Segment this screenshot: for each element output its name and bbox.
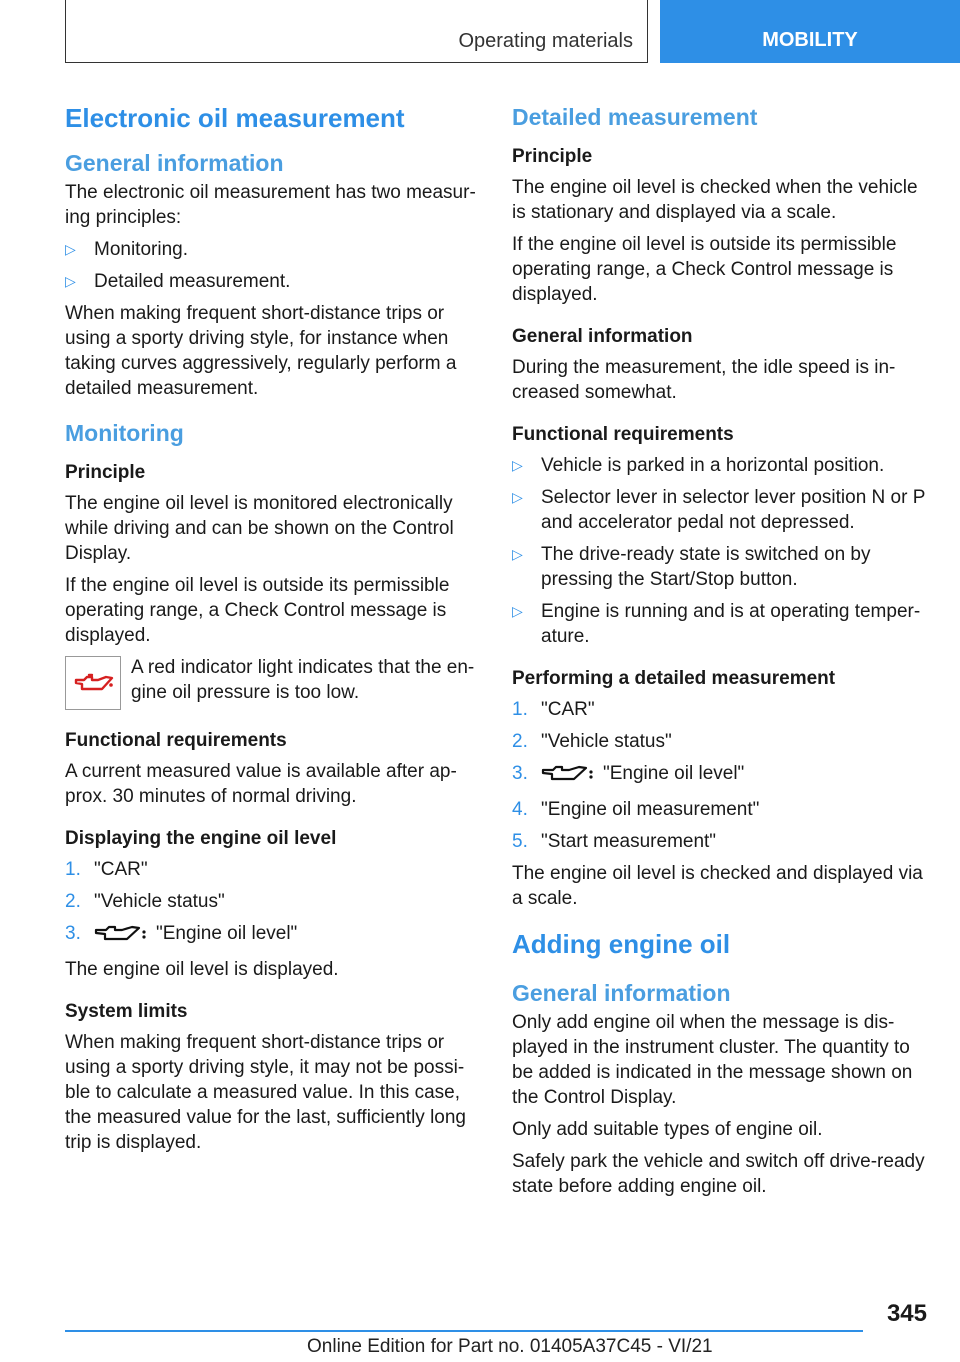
- triangle-bullet-icon: ▷: [65, 241, 76, 257]
- principle-text-2: If the engine oil level is outside its permissible operating range, a Check Control message is displayed.: [65, 575, 450, 646]
- list-item: ▷ The drive-ready state is switched on by pressing the Start/Stop button.: [512, 544, 871, 590]
- footer-edition: Online Edition for Part no. 01405A37C45 - VI/21: [307, 1336, 713, 1357]
- triangle-bullet-icon: ▷: [512, 457, 523, 473]
- heading-general-information: General information: [65, 150, 284, 176]
- header-tab-mobility[interactable]: MOBILITY: [660, 0, 960, 63]
- triangle-bullet-icon: ▷: [512, 546, 523, 562]
- system-limits-text: When making frequent short-distance trips or using a sporty driving style, it may not be possi-ble to calculate a measured value. In this case, the measured value for the last, sufficiently long trip is displayed.: [65, 1032, 466, 1153]
- list-item: ▷ Engine is running and is at operating temper-ature.: [512, 601, 921, 647]
- general-text: During the measurement, the idle speed is in-creased somewhat.: [512, 357, 896, 403]
- triangle-bullet-icon: ▷: [512, 489, 523, 505]
- functional-text: A current measured value is available after ap-prox. 30 minutes of normal driving.: [65, 761, 457, 807]
- indicator-note: [65, 655, 479, 710]
- heading-displaying-oil-level: Displaying the engine oil level: [65, 828, 337, 849]
- title-electronic-oil-measurement: Electronic oil measurement: [65, 103, 405, 133]
- measurement-steps: [512, 697, 926, 854]
- list-item: 3. "Engine oil level": [65, 921, 479, 950]
- principle-text-1: The engine oil level is monitored electronically while driving and can be shown on the Control Display.: [65, 493, 454, 564]
- adding-text-3: Safely park the vehicle and switch off drive-ready state before adding engine oil.: [512, 1151, 925, 1197]
- heading-performing-measurement: Performing a detailed measurement: [512, 668, 836, 689]
- general-text: The electronic oil measurement has two measur-ing principles:: [65, 182, 476, 228]
- list-item: 5. "Start measurement": [512, 831, 717, 852]
- list-item: 2. "Vehicle status": [512, 731, 672, 752]
- list-item: 3. "Engine oil level": [512, 761, 926, 790]
- triangle-bullet-icon: ▷: [65, 273, 76, 289]
- principle-text-1: The engine oil level is checked when the vehicle is stationary and displayed via a scale.: [512, 177, 918, 223]
- header-frame: [65, 0, 648, 63]
- heading-principle: Principle: [512, 146, 593, 167]
- adding-text-1: Only add engine oil when the message is dis-played in the instrument cluster. The quantity to be added is indicated in the message shown on the Control Display.: [512, 1012, 913, 1108]
- heading-functional-requirements: Functional requirements: [65, 730, 287, 751]
- heading-general-information-2: General information: [512, 980, 731, 1006]
- heading-detailed-measurement: Detailed measurement: [512, 104, 758, 130]
- indicator-text: A red indicator light indicates that the en-gine oil pressure is too low.: [131, 657, 475, 703]
- list-item: ▷ Detailed measurement.: [65, 271, 291, 292]
- list-item: 4. "Engine oil measurement": [512, 799, 760, 820]
- header-section-title: Operating materials: [458, 30, 633, 52]
- heading-monitoring: Monitoring: [65, 420, 184, 446]
- right-column: [512, 102, 926, 1206]
- adding-text-2: Only add suitable types of engine oil.: [512, 1119, 823, 1140]
- display-result-text: The engine oil level is displayed.: [65, 959, 339, 980]
- measurement-result-text: The engine oil level is checked and displayed via a scale.: [512, 863, 923, 909]
- heading-general-information: General information: [512, 326, 693, 347]
- oil-can-icon: [94, 923, 148, 950]
- list-item: ▷ Monitoring.: [65, 239, 188, 260]
- general-text-2: When making frequent short-distance trips or using a sporty driving style, for instance when taking curves aggressively, regularly perform a detailed measurement.: [65, 303, 457, 399]
- principle-text-2: If the engine oil level is outside its permissible operating range, a Check Control message is displayed.: [512, 234, 897, 305]
- oil-can-icon: [541, 763, 595, 790]
- list-item: ▷ Selector lever in selector lever position N or P and accelerator pedal not depressed.: [512, 487, 926, 533]
- title-adding-engine-oil: Adding engine oil: [512, 929, 731, 959]
- heading-system-limits: System limits: [65, 1001, 188, 1022]
- page-number: 345: [886, 1300, 927, 1327]
- footer-divider: [65, 1330, 863, 1332]
- oil-pressure-warning-icon: [65, 656, 121, 710]
- heading-principle: Principle: [65, 462, 146, 483]
- list-item: 2. "Vehicle status": [65, 891, 225, 912]
- left-column: [65, 102, 479, 1162]
- principles-list: [65, 237, 479, 294]
- display-steps: [65, 857, 479, 950]
- heading-functional-requirements: Functional requirements: [512, 424, 734, 445]
- list-item: 1. "CAR": [512, 699, 595, 720]
- requirements-list: [512, 453, 926, 649]
- list-item: ▷ Vehicle is parked in a horizontal position.: [512, 455, 885, 476]
- list-item: 1. "CAR": [65, 859, 148, 880]
- triangle-bullet-icon: ▷: [512, 603, 523, 619]
